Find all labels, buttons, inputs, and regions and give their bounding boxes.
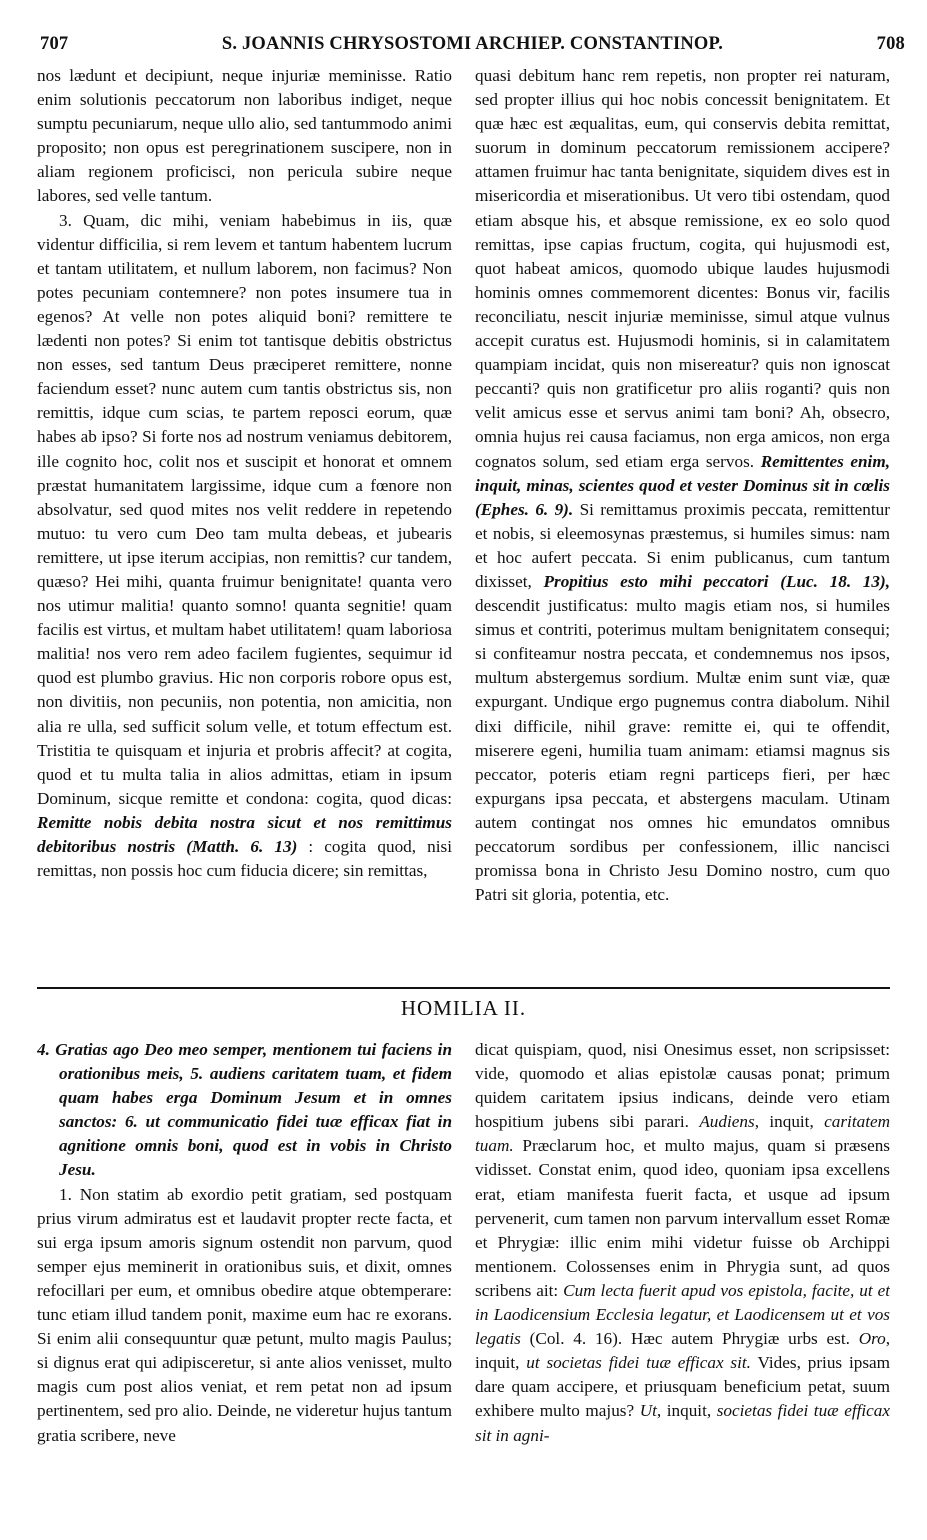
text-run: quasi debitum hanc rem repetis, non propter rei naturam, sed propter illius qui hoc nobis concessit benignitatem. Et quæ hæc est æqualitas, eum, qui conservis debita remittat, suorum in dominum peccatorum remissionem accipere? attamen fruimur hac tanta benignitate, siquidem dives est in misericordia et miserationibus. Ut vero tibi ostendam, quod etiam absque his, et absque remissione, ex eo solo quod remittas, ipse capias fructum, cogita, qui hujusmodi est, quot habeat amicos, quomodo ubique laudes hujusmodi hominis omnes commemorent dicentes: Bonus vir, facilis reconciliatu, nescit injuriæ meminisse, simul atque vulnus accepit curatus est. Hujusmodi hominis, si in calamitatem quampiam incidat, quis non misereatur? quis non ignoscat peccanti? quis non gratificetur pro aliis roganti? quis non velit amicus esse et servus animi tam boni? Ah, obsecro, omnia hujus rei causa faciamus, non erga amicos, non erga cognatos solum, sed etiam erga servos.	[475, 66, 890, 471]
scripture-quote: Remitte nobis debita nostra sicut et nos remittimus debitoribus nostris	[37, 812, 452, 856]
scripture-reference: (Matth. 6. 13)	[186, 837, 298, 856]
text-run: dicat quispiam, quod, nisi Onesimus esset, non scripsisset: vide, quomodo et alias epistolæ causas ponat; primum quidem caritatem ipsius indicans, deinde vero etiam hospitium jubens sibi parari.	[475, 1040, 890, 1132]
scripture-quote: Propitius esto mihi peccatori	[543, 571, 769, 591]
text-run: : cogita quod, nisi remittas, non possis hoc cum fiducia dicere; sin remittas,	[37, 837, 452, 881]
scripture-reference: (Luc. 18. 13),	[780, 571, 890, 591]
column-right-top	[475, 64, 890, 979]
scripture-quote: Ut	[639, 1401, 657, 1421]
scripture-quote: caritatem tuam.	[475, 1112, 890, 1156]
text-run: Vides, prius ipsam dare quam accipere, et priusquam beneficium petat, suum exhibere multo majus?	[475, 1353, 890, 1421]
scripture-quote: Remittentes enim, inquit, minas, scientes quod et vester Dominus sit in cœlis	[475, 451, 890, 495]
paragraph	[475, 64, 890, 907]
text-run: descendit justificatus: multo magis etiam nos, si humiles simus et contriti, poterimus multam benignitatem consequi; si confiteamur nostra peccata, et condemnemus nos ipsos, multum abstergemus sordium. Multæ enim sunt viæ, quæ expurgant. Undique ergo pugnemus contra diabolum. Nihil dixi difficile, nihil grave: remitte ei, qui te offendit, miserere egeni, humilia tuam animam: etiamsi magnus sis peccator, poteris etiam regni particeps fieri, per hæc expurgans ipsa peccata, et abstergens maculam. Utinam autem contingat nos omnes hic emundatos omnibus peccatorum sordibus per confessionem, illic nancisci promissa bona in Christo Jesu Domino nostro, cum quo Patri sit gloria, potentia, etc.	[475, 596, 890, 905]
text-run: Si remittamus proximis peccata, remittentur et nobis, si eleemosynas præstemus, si humiles simus: nam et hoc aufert peccata. Si enim publicanus, cum tantum dixisset,	[475, 499, 890, 591]
text-run: , inquit,	[754, 1112, 814, 1132]
scripture-quote: Oro	[858, 1329, 886, 1349]
page-number-left: 707	[40, 34, 69, 54]
paragraph	[475, 1038, 890, 1448]
column-left-bottom	[37, 1038, 452, 1504]
scripture-quote: ut societas fidei tuæ efficax sit.	[526, 1353, 751, 1373]
scripture-quote: societas fidei tuæ efficax sit in agni-	[475, 1401, 890, 1445]
text-run: , inquit,	[475, 1329, 890, 1373]
section-divider	[37, 987, 890, 989]
running-title: S. JOANNIS CHRYSOSTOMI ARCHIEP. CONSTANTINOP.	[221, 34, 724, 54]
column-right-bottom	[475, 1038, 890, 1504]
text-run: Hæc autem Phrygiæ urbs est.	[630, 1329, 850, 1349]
running-head	[40, 34, 905, 60]
paragraph	[37, 209, 452, 884]
scripture-quote: Audiens	[699, 1112, 755, 1132]
text-run: Præclarum hoc, et multo majus, quam si præsens vidisset. Constat enim, quod ideo, quoniam ipsa excellens erat, etiam manifesta fuerit facta, et usque ad ipsum pervenerit, cum tamen non parvum intervallum esset Romæ et Phrygiæ: illic enim mihi videtur fuisse ob Archippi mentionem. Colossenses enim in Phrygia sunt, ad quos scribens ait:	[475, 1136, 890, 1300]
text-run: , inquit,	[656, 1401, 712, 1421]
paragraph: nos lædunt et decipiunt, neque injuriæ meminisse. Ratio enim solutionis peccatorum non laboribus indiget, neque sumptu pecuniarum, neque ullo alio, sed tantummodo animi proposito; non opus est peregrinationem suscipere, non in aliam regionem proficisci, non pericula subire neque labores, sed velle tantum.	[37, 66, 452, 206]
page-number-right: 708	[876, 34, 905, 54]
scripture-quote: Cum lecta fuerit apud vos epistola, facite, ut et in Laodicensium Ecclesia legatur, et Laodicensem ut et vos legatis	[475, 1280, 890, 1349]
scripture-reference: (Col. 4. 16).	[529, 1329, 623, 1349]
scripture-verse-block: 4. Gratias ago Deo meo semper, mentionem tui faciens in orationibus meis, 5. audiens caritatem tuam, et fidem quam habes erga Dominum Jesum et in omnes sanctos: 6. ut communicatio fidei tuæ efficax fiat in agnitione omnis boni, quod est in vobis in Christo Jesu.	[37, 1040, 452, 1180]
scripture-reference: (Ephes. 6. 9).	[475, 499, 574, 519]
homily-title: HOMILIA II.	[400, 996, 527, 1020]
column-left-top	[37, 64, 452, 979]
text-run: 3. Quam, dic mihi, veniam habebimus in iis, quæ videntur difficilia, si rem levem et tantum habentem lucrum et tantam utilitatem, et nullum laborem, non facimus? Non potes pecuniam contemnere? non potes insumere tua in egenos? At velle non potes aliquid boni? remittere te lædenti non potes? Si enim tot tantisque debitis obstrictus non esses, sed tantum Deus præciperet remittere, nonne faciendum esset? nunc autem cum tantis obstrictus sis, non remittis, idque cum scias, te partem reposci eorum, quæ habes ab ipso? Si forte nos ad nostrum veniamus debitorem, ille cognito hoc, colit nos et suscipit et honorat et omnem præstat humanitatem largissime, idque cum a fœnore non absolvatur, sed quod mites nos velit reddere in repetendo mutuo: tu vero cum Deo tam multa debeas, et jubearis remittere, ut ipse iterum accipias, non remittis? cur tandem, quæso? Hei mihi, quanta fruimur benignitate! quanta vero nos utimur malitia! quanto somno! quanta segnitie! quam facilis est virtus, et multam habet utilitatem! quam laboriosa malitia! nos vero rem adeo facilem fugientes, sequimur id quod est plumbo gravius. Hic non corporis robore opus est, non divitiis, non pecuniis, non potentia, non amicitia, non alia re ulla, sed sufficit solum velle, et totum effectum est. Tristitia te quisquam et injuria et probris affecit? at cogita, quod et tu multa talia in alios admittas, etiam in ipsum Dominum, sicque remitte et condona: cogita, quod dicas:	[37, 210, 452, 808]
paragraph: 1. Non statim ab exordio petit gratiam, sed postquam prius virum admiratus est et laudavit propter recte facta, et sui erga ipsum amoris signum ostendit non parvum, quod semper ejus meminerit in orationibus suis, et dixit, omnes refocillari per eum, et omnibus obedire atque obtemperare: tunc etiam illud tandem ponit, maxime eum hac re exorans. Si enim alii consequuntur quæ petunt, multo magis Paulus; si dignus erat qui adipisceretur, si ante alios venisset, multo magis cum post alios veniat, et rem petat non ad ipsum pertinentem, sed pro alio. Deinde, ne videretur hujus tantum gratia scribere, neve	[37, 1184, 452, 1445]
